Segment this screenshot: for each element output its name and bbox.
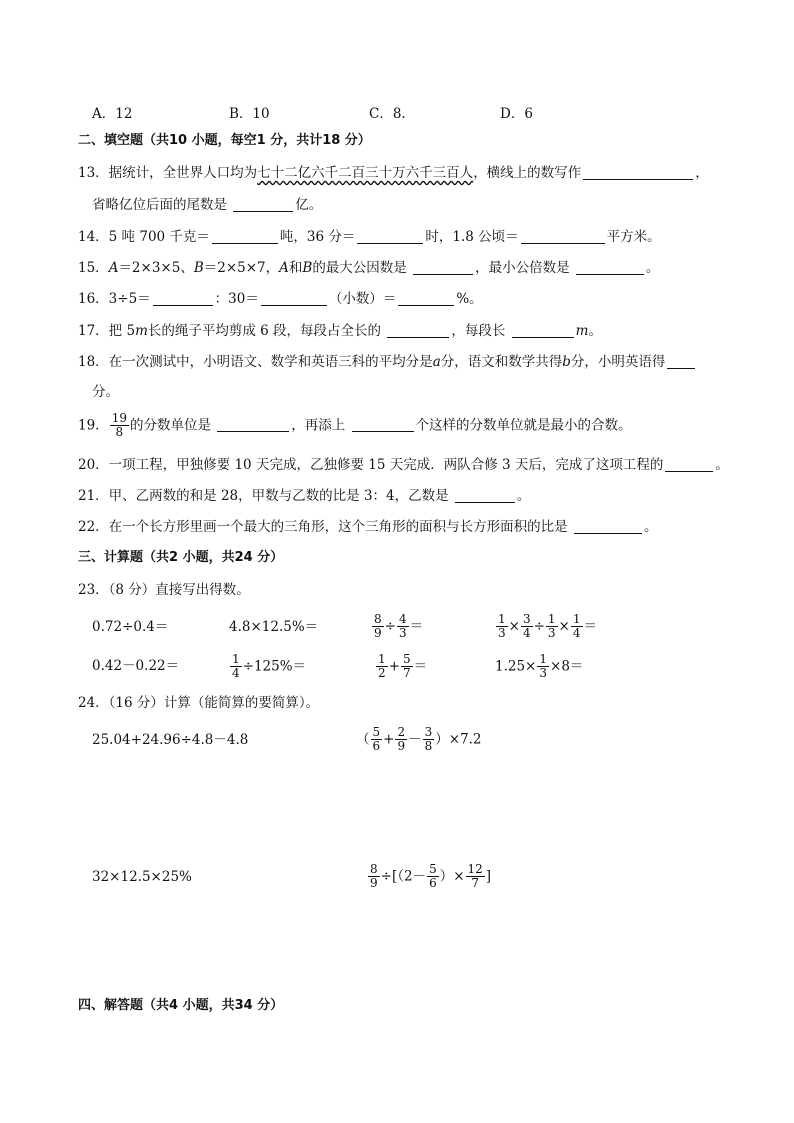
- answer-blank[interactable]: [352, 416, 414, 432]
- denominator: 4: [232, 666, 240, 680]
- calc-r1c3: [371, 610, 423, 643]
- section-2-heading: 二、填空题（共10 小题，每空1 分，共计18 分）: [78, 133, 371, 148]
- q15-text-f: ，最小公倍数是: [475, 260, 570, 276]
- answer-blank[interactable]: [574, 518, 642, 534]
- var-b: B: [193, 260, 204, 276]
- numerator: 19: [111, 411, 127, 425]
- numerator: 4: [398, 612, 407, 626]
- fraction: [466, 863, 485, 890]
- q21-text-a: 21．甲、乙两数的和是 28，甲数与乙数的比是 3：4，乙数是: [78, 488, 449, 504]
- fraction: [395, 726, 407, 753]
- question-24: 24．（16 分）计算（能简算的要简算）。: [78, 695, 320, 711]
- operator-text: 1.25×: [495, 658, 537, 675]
- q13-text-d: 省略亿位后面的尾数是: [92, 197, 227, 213]
- numerator: 1: [232, 652, 240, 666]
- q21-text-b: 。: [516, 488, 531, 504]
- numerator: 1: [572, 612, 581, 626]
- operator: ×: [508, 618, 520, 635]
- var-a: a: [432, 354, 441, 370]
- equals: ＝: [409, 618, 424, 635]
- operator: +: [388, 658, 400, 675]
- calc-r2c3: [375, 650, 427, 683]
- fraction: [371, 726, 383, 753]
- q16-text-d: %。: [456, 291, 483, 307]
- answer-blank[interactable]: [455, 487, 515, 503]
- answer-blank[interactable]: [512, 322, 574, 338]
- calc-r2c4: [495, 650, 583, 683]
- numerator: 5: [402, 652, 411, 666]
- var-a: A: [279, 260, 289, 276]
- fraction-19-8: [110, 412, 129, 439]
- denominator: 9: [374, 626, 382, 640]
- q15-text-c: ＝2×5×7，: [203, 260, 280, 276]
- fraction: [368, 863, 380, 890]
- option-c: C．8.: [369, 106, 406, 122]
- fraction: [376, 653, 388, 680]
- answer-blank[interactable]: [357, 228, 423, 244]
- open-paren: （: [356, 731, 370, 748]
- q13-wavy-number: 七十二亿六千二百三十万六千三百人: [257, 165, 474, 181]
- answer-blank[interactable]: [398, 290, 454, 306]
- numerator: 8: [374, 612, 382, 626]
- answer-blank[interactable]: [413, 259, 473, 275]
- q14-text-b: 吨，36 分＝: [279, 229, 356, 245]
- option-a: A．12: [92, 106, 133, 122]
- q13-text-a: 13．据统计，全世界人口均为: [78, 165, 258, 181]
- fraction: [397, 613, 409, 640]
- answer-blank[interactable]: [667, 353, 695, 369]
- q18-text-c: 分，小明英语得: [570, 354, 666, 370]
- calc-r2c1: 0.42－0.22＝: [92, 658, 180, 674]
- denominator: 3: [547, 626, 556, 640]
- denominator: 3: [398, 626, 407, 640]
- fraction: [423, 726, 435, 753]
- q17-text-a: 17．把 5: [78, 323, 136, 339]
- operator-text: ÷125%＝: [242, 658, 307, 675]
- denominator: 7: [471, 876, 479, 890]
- fraction: [521, 613, 533, 640]
- question-20: [78, 455, 729, 475]
- close-paren: ）×7.2: [435, 731, 482, 748]
- denominator: 7: [402, 666, 411, 680]
- denominator: 4: [522, 626, 531, 640]
- fraction: [537, 653, 549, 680]
- unit-m: m: [575, 323, 589, 339]
- q17-text-c: ，每段长: [451, 323, 506, 339]
- q16-text-a: 16．3÷5＝: [78, 291, 151, 307]
- denominator: 9: [370, 876, 378, 890]
- answer-blank[interactable]: [521, 228, 605, 244]
- numerator: 1: [539, 652, 548, 666]
- operator-text: ）×: [439, 868, 465, 885]
- option-d: D．6: [500, 106, 533, 122]
- fraction: [571, 613, 583, 640]
- operator-text: ÷[（2－: [380, 868, 427, 885]
- q17-text-b: 长的绳子平均剪成 6 段，每段占全长的: [147, 323, 382, 339]
- q19-text-b: 的分数单位是: [129, 417, 211, 434]
- calc-r1c2: 4.8×12.5%＝: [229, 619, 319, 635]
- fraction: [546, 613, 558, 640]
- q18-text-a: 18．在一次测试中，小明语文、数学和英语三科的平均分是: [78, 354, 433, 370]
- numerator: 8: [370, 862, 378, 876]
- q22-text-b: 。: [643, 519, 658, 535]
- answer-blank[interactable]: [387, 322, 449, 338]
- operator: ÷: [533, 618, 545, 635]
- answer-blank[interactable]: [233, 196, 293, 212]
- q13-text-c: ，: [695, 165, 709, 181]
- q14-text-a: 14．5 吨 700 千克＝: [78, 229, 210, 245]
- question-22: [78, 517, 657, 537]
- question-18: [78, 352, 697, 372]
- q20-text-a: 20．一项工程，甲独修要 10 天完成，乙独修要 15 天完成．两队合修 3 天后，完成了这项工程的: [78, 457, 664, 473]
- answer-blank[interactable]: [665, 456, 713, 472]
- q19-text-c: ，再添上: [291, 417, 346, 434]
- numerator: 1: [378, 652, 386, 666]
- q17-text-d: 。: [588, 323, 602, 339]
- numerator: 12: [467, 862, 483, 876]
- q16-text-b: ：30＝: [214, 291, 259, 307]
- q18-text-b: 分，语文和数学共得: [440, 354, 563, 370]
- equals: ＝: [583, 618, 597, 635]
- q13-text-e: 亿。: [295, 197, 323, 213]
- q15-text-g: 。: [645, 260, 660, 276]
- q14-text-c: 时，1.8 公顷＝: [425, 229, 519, 245]
- option-b: B．10: [229, 106, 270, 122]
- numerator: 2: [397, 725, 406, 739]
- unit-m: m: [135, 323, 148, 339]
- q15-text-a: 15．: [78, 260, 109, 276]
- denominator: 3: [539, 666, 548, 680]
- problem-1: 25.04+24.96÷4.8－4.8: [92, 732, 249, 748]
- operator: +: [383, 731, 395, 748]
- operator: －: [408, 731, 422, 748]
- answer-blank[interactable]: [261, 290, 327, 306]
- calc-r1c1: 0.72÷0.4＝: [92, 619, 169, 635]
- q14-text-d: 平方米。: [606, 229, 661, 245]
- denominator: 6: [372, 739, 381, 753]
- q19-text-d: 个这样的分数单位就是最小的合数。: [415, 417, 632, 434]
- q13-text-b: ，横线上的数写作: [473, 165, 582, 181]
- denominator: 8: [424, 739, 433, 753]
- section-3-heading: 三、计算题（共2 小题，共24 分）: [78, 550, 284, 565]
- fraction: [401, 653, 413, 680]
- denominator: 8: [115, 425, 124, 439]
- fraction: [230, 653, 242, 680]
- numerator: 3: [522, 612, 531, 626]
- question-16: [78, 289, 483, 309]
- var-b: B: [302, 260, 313, 276]
- equals: ＝: [413, 658, 428, 675]
- denominator: 6: [429, 876, 437, 890]
- question-14: [78, 227, 661, 247]
- var-b: b: [562, 354, 571, 370]
- answer-blank[interactable]: [212, 228, 278, 244]
- calc-r2c2: [229, 650, 306, 683]
- operator: ÷: [384, 618, 396, 635]
- q22-text-a: 22．在一个长方形里画一个最大的三角形，这个三角形的面积与长方形面积的比是: [78, 519, 568, 535]
- question-18-line2: [92, 382, 119, 402]
- question-15: [78, 258, 659, 278]
- question-17: [78, 321, 602, 341]
- question-23: 23．（8 分）直接写出得数。: [78, 582, 250, 598]
- problem-4: [367, 859, 491, 894]
- problem-2: [356, 722, 482, 757]
- question-21: [78, 486, 530, 506]
- question-13-line2: [92, 195, 322, 215]
- numerator: 5: [372, 725, 381, 739]
- var-a: A: [108, 260, 119, 276]
- section-4-heading: 四、解答题（共4 小题，共34 分）: [78, 998, 284, 1013]
- operator: ×: [558, 618, 570, 635]
- numerator: 3: [424, 725, 433, 739]
- close-bracket: ]: [485, 868, 492, 885]
- numerator: 5: [429, 862, 437, 876]
- fraction: [372, 613, 384, 640]
- q18-text-d: 分。: [92, 384, 119, 400]
- numerator: 1: [498, 612, 506, 626]
- answer-blank[interactable]: [583, 164, 693, 180]
- denominator: 4: [572, 626, 581, 640]
- q19-text-a: 19．: [78, 417, 109, 434]
- answer-blank[interactable]: [153, 290, 213, 306]
- denominator: 3: [498, 626, 506, 640]
- q15-text-e: 的最大公因数是: [312, 260, 407, 276]
- question-13: [78, 163, 709, 183]
- q15-text-b: ＝2×3×5、: [118, 260, 194, 276]
- q16-text-c: （小数）＝: [328, 291, 397, 307]
- answer-blank[interactable]: [217, 416, 289, 432]
- denominator: 9: [397, 739, 406, 753]
- fraction: [427, 863, 439, 890]
- fraction: [496, 613, 508, 640]
- numerator: 1: [547, 612, 556, 626]
- question-19: [78, 410, 632, 441]
- operator-text: ×8＝: [550, 658, 584, 675]
- calc-r1c4: [495, 610, 597, 643]
- answer-blank[interactable]: [576, 259, 644, 275]
- q20-text-b: 。: [715, 457, 729, 473]
- denominator: 2: [378, 666, 386, 680]
- problem-3: 32×12.5×25%: [92, 869, 192, 885]
- q15-text-d: 和: [288, 260, 303, 276]
